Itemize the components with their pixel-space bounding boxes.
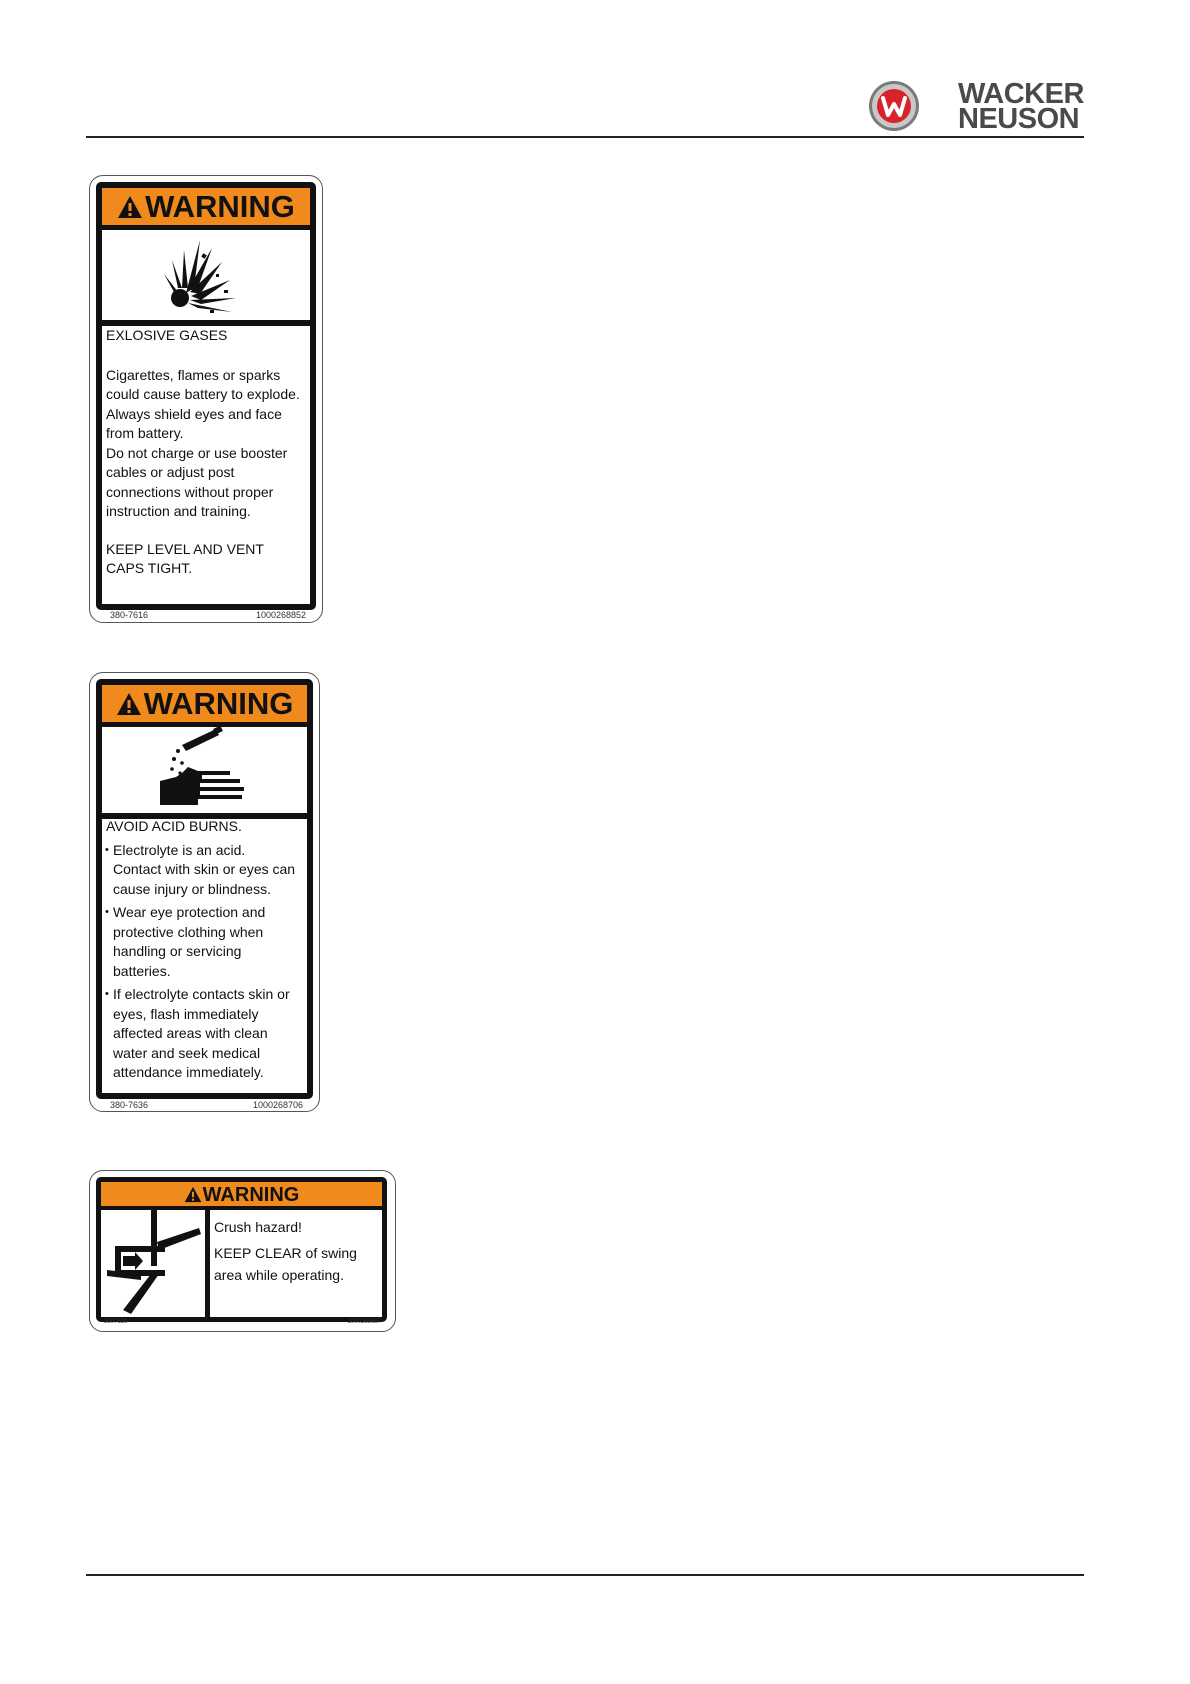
decal-acid-burns bbox=[89, 672, 320, 1112]
text-line: • Electrolyte is an acid. bbox=[113, 841, 246, 858]
decal-title: AVOID ACID BURNS. bbox=[106, 818, 242, 834]
text-line: Always shield eyes and face bbox=[106, 405, 282, 422]
warning-triangle-icon bbox=[184, 1186, 202, 1203]
text-line: attendance immediately. bbox=[113, 1064, 264, 1080]
part-number-left: 380-7616 bbox=[110, 610, 149, 620]
brand-line-1: WACKER bbox=[958, 78, 1084, 110]
text-line: KEEP LEVEL AND VENT bbox=[106, 540, 264, 557]
text-line: Cigarettes, flames or sparks bbox=[106, 366, 281, 383]
text-line: • If electrolyte contacts skin or bbox=[113, 986, 290, 1002]
pictogram-panel bbox=[102, 727, 307, 819]
header-divider bbox=[86, 136, 1084, 138]
crush-hazard-icon bbox=[101, 1210, 205, 1317]
text-line: affected areas with clean bbox=[113, 1025, 268, 1041]
text-line: water and seek medical bbox=[113, 1044, 261, 1061]
brand-wordmark bbox=[958, 78, 1084, 135]
text-line: area while operating. bbox=[214, 1267, 344, 1283]
part-number-right: 1000268852 bbox=[255, 610, 306, 620]
text-line: batteries. bbox=[113, 962, 171, 979]
part-number-left: 3807629 bbox=[104, 1319, 128, 1325]
text-line: KEEP CLEAR of swing bbox=[214, 1245, 357, 1261]
bullet-item bbox=[106, 903, 305, 981]
warning-banner bbox=[101, 1182, 382, 1210]
wacker-neuson-emblem-icon bbox=[868, 80, 920, 132]
part-number-left: 380-7636 bbox=[110, 1100, 149, 1110]
acid-burn-hand-icon bbox=[102, 727, 307, 813]
text-line: cables or adjust post bbox=[106, 464, 235, 480]
text-line: instruction and training. bbox=[106, 503, 251, 519]
text-line: protective clothing when bbox=[113, 923, 264, 940]
warning-triangle-icon bbox=[117, 195, 143, 219]
pictogram-panel bbox=[101, 1210, 210, 1317]
warning-triangle-icon bbox=[116, 692, 142, 716]
signal-word: WARNING bbox=[145, 189, 295, 224]
part-number-right: 1000268687 bbox=[347, 1319, 381, 1325]
decal-crush-hazard bbox=[89, 1170, 396, 1332]
explosion-icon bbox=[102, 230, 310, 320]
text-line: • Wear eye protection and bbox=[113, 904, 266, 920]
decal-explosive-gases bbox=[89, 175, 323, 623]
signal-word: WARNING bbox=[202, 1184, 300, 1206]
text-line: eyes, flash immediately bbox=[113, 1005, 259, 1022]
brand-line-2: NEUSON bbox=[958, 103, 1080, 135]
text-line: connections without proper bbox=[106, 483, 274, 500]
text-line: could cause battery to explode. bbox=[106, 386, 300, 402]
text-line: handling or servicing bbox=[113, 943, 242, 959]
part-number-right: 1000268706 bbox=[252, 1100, 303, 1110]
text-line: CAPS TIGHT. bbox=[106, 560, 193, 576]
hazard-title: Crush hazard! bbox=[214, 1219, 302, 1235]
bullet-item bbox=[106, 985, 305, 1083]
warning-banner bbox=[102, 188, 310, 230]
pictogram-panel bbox=[102, 230, 310, 326]
footer-divider bbox=[86, 1574, 1084, 1576]
bullet-item bbox=[106, 841, 305, 900]
signal-word: WARNING bbox=[143, 686, 294, 721]
decal-title: EXLOSIVE GASES bbox=[106, 327, 228, 343]
text-line: from battery. bbox=[106, 425, 184, 441]
text-line: cause injury or blindness. bbox=[113, 880, 271, 897]
text-line: Contact with skin or eyes can bbox=[113, 861, 296, 877]
text-line: Do not charge or use booster bbox=[106, 444, 288, 461]
warning-banner bbox=[102, 685, 307, 727]
